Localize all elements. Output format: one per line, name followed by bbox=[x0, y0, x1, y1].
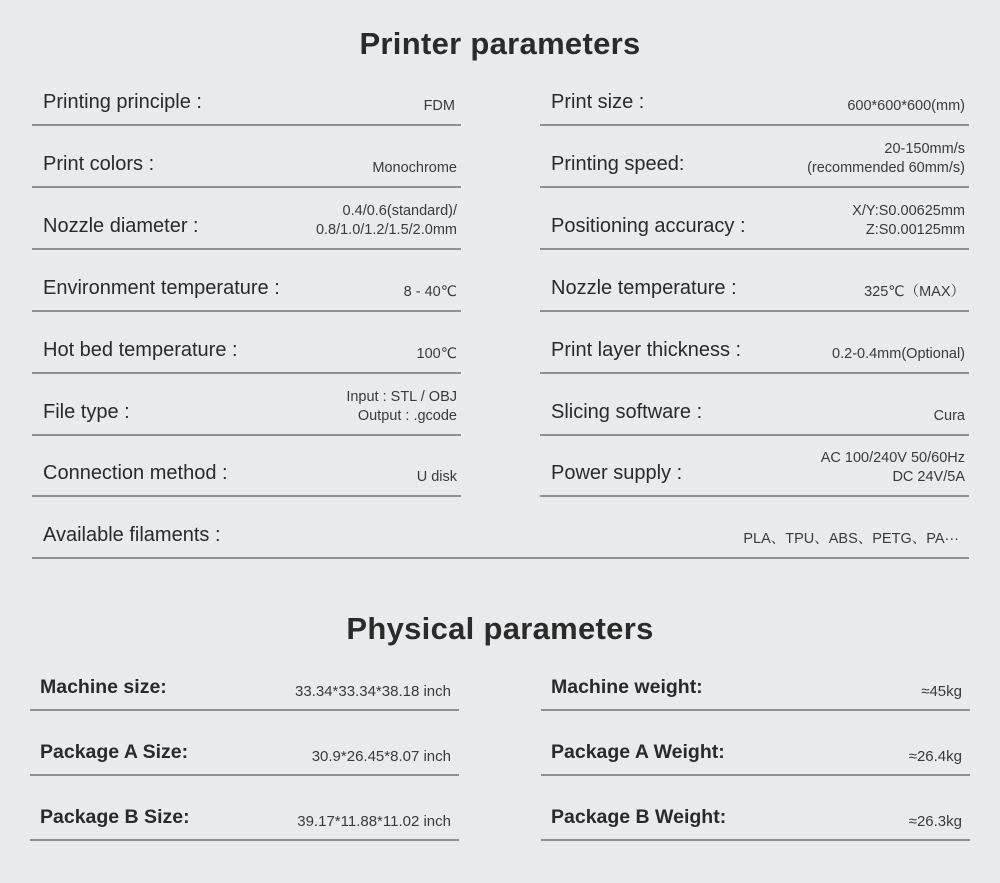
spec-row bbox=[540, 65, 969, 126]
spec-row bbox=[541, 650, 970, 711]
spec-value bbox=[807, 140, 965, 178]
spec-value bbox=[404, 283, 457, 302]
spec-value-line: Input : STL / OBJ bbox=[346, 389, 457, 405]
spec-value-line: ≈45kg bbox=[921, 683, 962, 700]
spec-value bbox=[821, 449, 965, 487]
spec-value bbox=[417, 468, 457, 487]
spec-value bbox=[864, 283, 965, 302]
spec-value bbox=[909, 812, 962, 831]
spec-value bbox=[372, 159, 457, 178]
spec-row bbox=[540, 189, 969, 250]
spec-row bbox=[540, 251, 969, 312]
spec-label: Package B Size: bbox=[40, 806, 190, 828]
spec-row bbox=[32, 313, 461, 374]
spec-label: Package A Size: bbox=[40, 741, 189, 763]
spec-value-line: 0.4/0.6(standard)/ bbox=[342, 203, 457, 219]
spec-value bbox=[312, 747, 451, 766]
spec-label: Environment temperature : bbox=[43, 277, 280, 299]
spec-label: Package B Weight: bbox=[551, 806, 727, 828]
spec-label: Machine size: bbox=[40, 676, 167, 698]
spec-row bbox=[32, 436, 461, 497]
spec-value-line: 600*600*600(mm) bbox=[847, 98, 965, 114]
spec-row bbox=[30, 650, 459, 711]
spec-value bbox=[847, 97, 965, 116]
spec-value bbox=[852, 202, 965, 240]
spec-value-line: 39.17*11.88*11.02 inch bbox=[297, 813, 451, 830]
spec-row bbox=[32, 127, 461, 188]
spec-row bbox=[541, 780, 970, 841]
spec-value-line: PLA、TPU、ABS、PETG、PA··· bbox=[743, 531, 959, 547]
spec-value-line: (recommended 60mm/s) bbox=[807, 160, 965, 176]
spec-value-line: 20-150mm/s bbox=[884, 141, 965, 157]
spec-label: Nozzle diameter : bbox=[43, 215, 199, 237]
spec-value bbox=[424, 97, 455, 116]
spec-label: Power supply : bbox=[551, 462, 683, 484]
spec-value bbox=[346, 388, 457, 426]
spec-row bbox=[540, 127, 969, 188]
spec-row bbox=[540, 313, 969, 374]
spec-value bbox=[297, 812, 451, 831]
spec-value-line: 33.34*33.34*38.18 inch bbox=[295, 683, 451, 700]
spec-row bbox=[541, 715, 970, 776]
spec-value-line: U disk bbox=[416, 469, 457, 485]
spec-row bbox=[32, 375, 461, 436]
spec-label: Package A Weight: bbox=[551, 741, 725, 763]
printer-parameters-title: Printer parameters bbox=[359, 26, 641, 61]
spec-value bbox=[832, 345, 965, 364]
spec-value-line: 0.8/1.0/1.2/1.5/2.0mm bbox=[315, 222, 457, 238]
spec-value bbox=[909, 747, 962, 766]
spec-value-line: DC 24V/5A bbox=[892, 469, 965, 485]
spec-value-line: Cura bbox=[933, 408, 965, 424]
spec-label: Machine weight: bbox=[551, 676, 703, 698]
spec-value bbox=[417, 345, 457, 364]
spec-label: Printing principle : bbox=[43, 91, 202, 113]
spec-value-line: 8 - 40℃ bbox=[403, 284, 457, 300]
spec-value-line: Z:S0.00125mm bbox=[865, 222, 965, 238]
spec-label: File type : bbox=[43, 401, 130, 423]
spec-label: Printing speed: bbox=[551, 153, 685, 175]
spec-label: Positioning accuracy : bbox=[551, 215, 746, 237]
spec-value-line: AC 100/240V 50/60Hz bbox=[820, 450, 965, 466]
spec-row bbox=[32, 189, 461, 250]
spec-row-available-filaments bbox=[32, 498, 969, 559]
spec-value bbox=[934, 407, 965, 426]
spec-label: Hot bed temperature : bbox=[43, 339, 238, 361]
spec-label: Nozzle temperature : bbox=[551, 277, 737, 299]
spec-value-line: Monochrome bbox=[372, 160, 457, 176]
spec-row bbox=[32, 251, 461, 312]
spec-value bbox=[743, 530, 959, 549]
spec-value-line: FDM bbox=[423, 98, 455, 114]
spec-value-line: ≈26.4kg bbox=[908, 748, 962, 765]
spec-label: Connection method : bbox=[43, 462, 228, 484]
spec-value-line: ≈26.3kg bbox=[908, 813, 962, 830]
spec-value-line: Output : .gcode bbox=[357, 408, 457, 424]
spec-row bbox=[30, 780, 459, 841]
spec-value bbox=[316, 202, 457, 240]
spec-row bbox=[540, 436, 969, 497]
spec-value bbox=[921, 682, 962, 701]
spec-label: Print layer thickness : bbox=[551, 339, 742, 361]
spec-value bbox=[295, 682, 451, 701]
spec-value-line: X/Y:S0.00625mm bbox=[852, 203, 965, 219]
spec-row bbox=[540, 375, 969, 436]
spec-label: Slicing software : bbox=[551, 401, 703, 423]
spec-row bbox=[30, 715, 459, 776]
spec-value-line: 325℃（MAX） bbox=[864, 284, 965, 300]
spec-value-line: 100℃ bbox=[416, 346, 457, 362]
spec-value-line: 0.2-0.4mm(Optional) bbox=[832, 346, 965, 362]
spec-value-line: 30.9*26.45*8.07 inch bbox=[311, 748, 451, 765]
spec-label: Print size : bbox=[551, 91, 645, 113]
spec-label: Print colors : bbox=[43, 153, 155, 175]
physical-parameters-title: Physical parameters bbox=[346, 611, 654, 646]
spec-label: Available filaments : bbox=[43, 524, 221, 546]
spec-row bbox=[32, 65, 461, 126]
